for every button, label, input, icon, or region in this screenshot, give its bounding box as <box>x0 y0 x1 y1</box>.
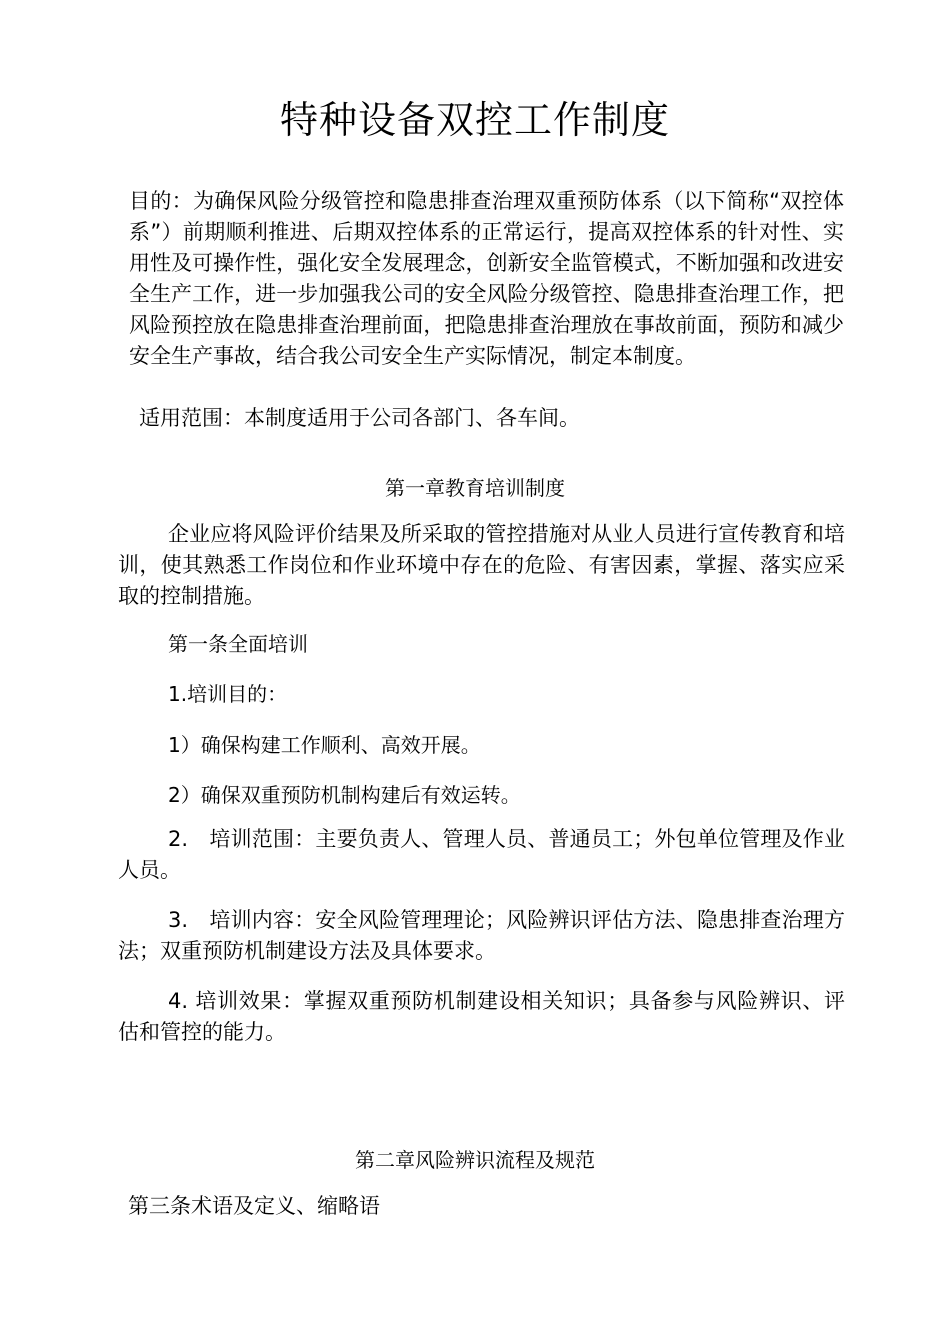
article-3-heading: 第三条术语及定义、缩略语 <box>128 1194 380 1218</box>
training-scope-paragraph: 2. 培训范围：主要负责人、管理人员、普通员工；外包单位管理及作业人员。 <box>118 827 845 882</box>
training-goal-item-2: 2）确保双重预防机制构建后有效运转。 <box>168 783 521 807</box>
training-goal-item-1: 1）确保构建工作顺利、高效开展。 <box>168 733 481 757</box>
training-effect-paragraph: 4. 培训效果：掌握双重预防机制建设相关知识；具备参与风险辨识、评估和管控的能力。 <box>118 989 845 1044</box>
document-title: 特种设备双控工作制度 <box>279 98 670 142</box>
chapter-2-heading: 第二章风险辨识流程及规范 <box>355 1148 595 1172</box>
training-content-paragraph: 3. 培训内容：安全风险管理理论；风险辨识评估方法、隐患排查治理方法；双重预防机制建设方法及具体要求。 <box>118 908 845 963</box>
purpose-paragraph: 目的：为确保风险分级管控和隐患排查治理双重预防体系（以下简称“双控体系”）前期顺利推进、后期双控体系的正常运行，提高双控体系的针对性、实用性及可操作性，强化安全发展理念，创新安全监管模式，不断加强和改进安全生产工作，进一步加强我公司的安全风险分级管控、隐患排查治理工作，把风险预控放在隐患排查治理前面，把隐患排查治理放在事故前面，预防和减少安全生产事故，结合我公司安全生产实际情况，制定本制度。 <box>129 189 844 368</box>
article-1-heading: 第一条全面培训 <box>168 632 308 656</box>
scope-paragraph: 适用范围：本制度适用于公司各部门、各车间。 <box>139 406 580 430</box>
chapter-1-heading: 第一章教育培训制度 <box>385 476 565 500</box>
training-goal-heading: 1.培训目的： <box>168 682 288 706</box>
chapter-1-intro-paragraph: 企业应将风险评价结果及所采取的管控措施对从业人员进行宣传教育和培训，使其熟悉工作岗位和作业环境中存在的危险、有害因素，掌握、落实应采取的控制措施。 <box>118 522 845 608</box>
